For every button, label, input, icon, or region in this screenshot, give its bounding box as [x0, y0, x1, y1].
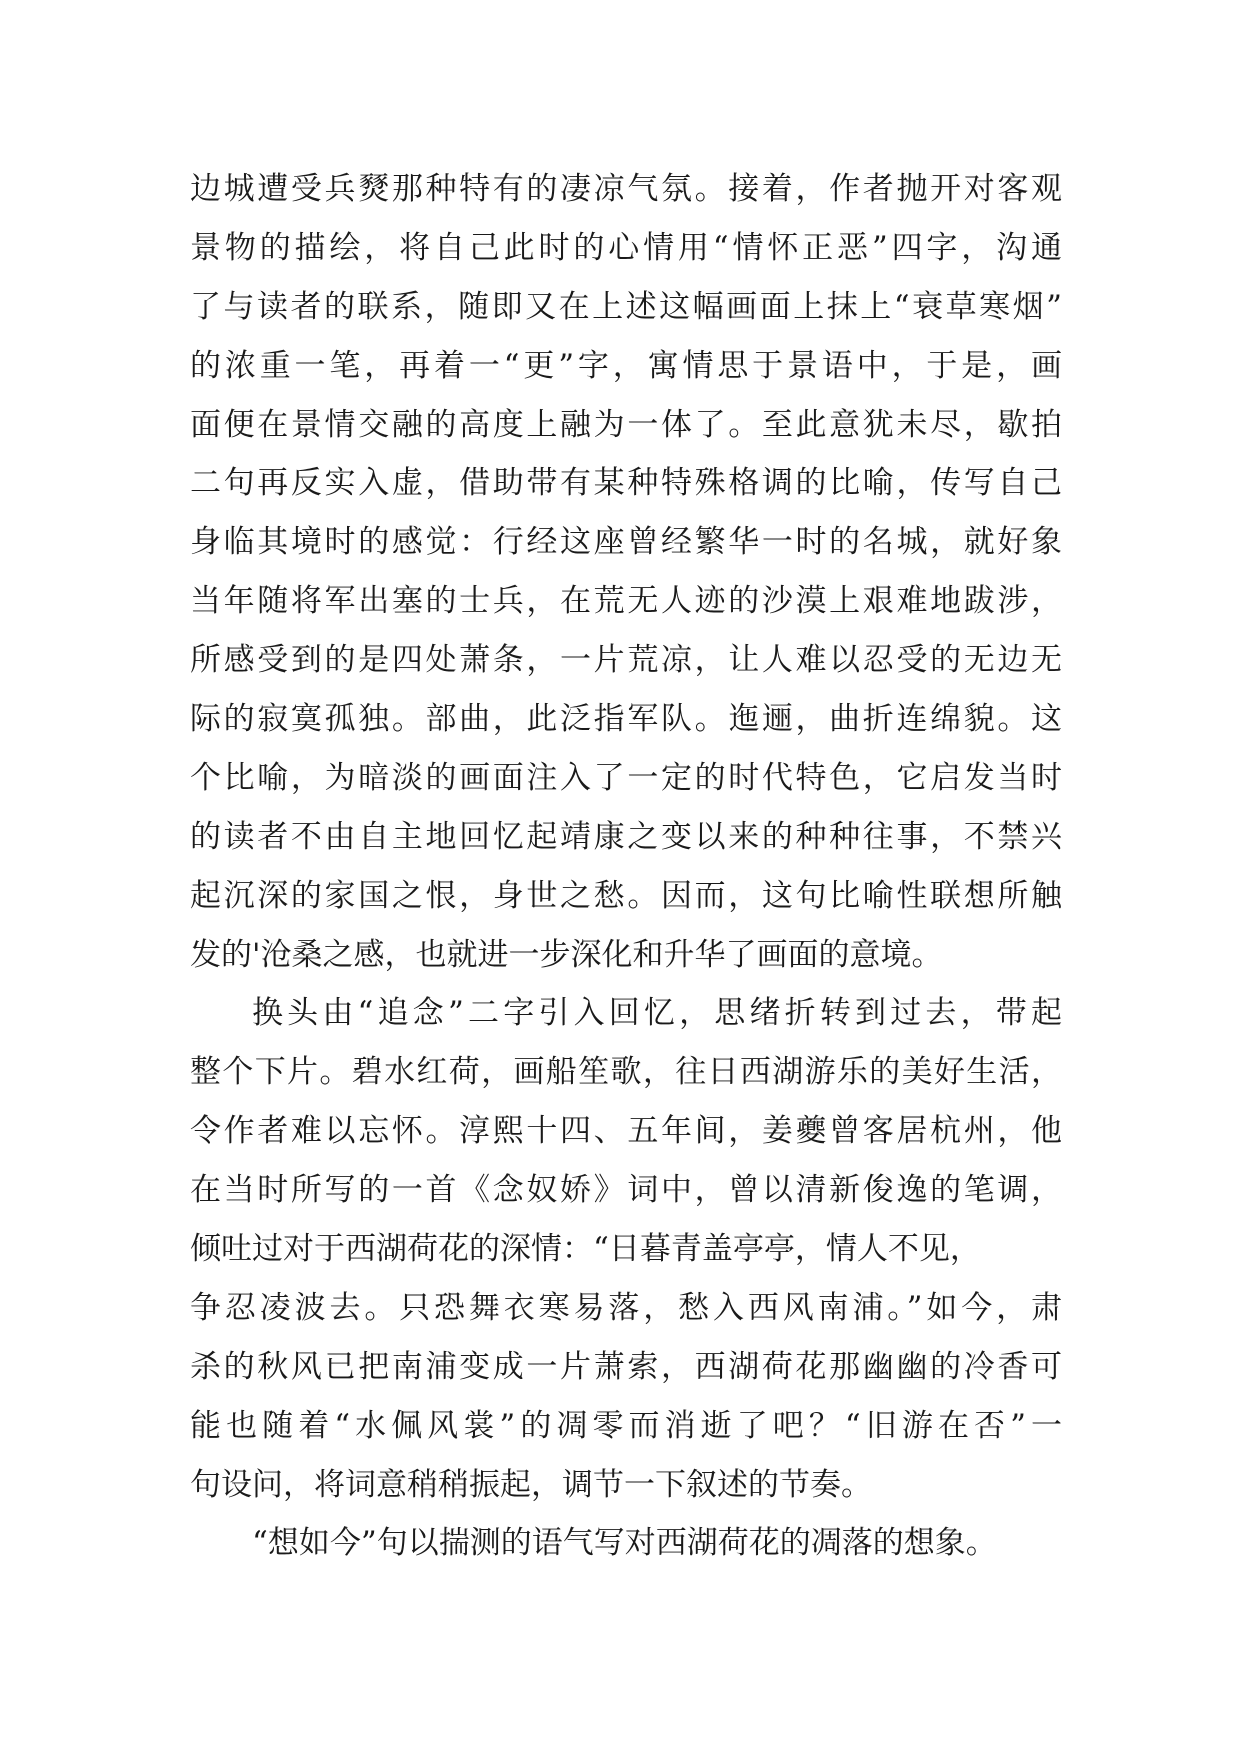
text-line: 在当时所写的一首《念奴娇》词中，曾以清新俊逸的笔调， [190, 1172, 1062, 1209]
text-line: 二句再反实入虚，借助带有某种特殊格调的比喻，传写自己 [190, 465, 1062, 502]
paragraph-first-line: 换头由“追念”二字引入回忆，思绪折转到过去，带起 [252, 995, 1062, 1032]
text-line: 身临其境时的感觉：行经这座曾经繁华一时的名城，就好象 [190, 524, 1062, 561]
text-line: 所感受到的是四处萧条，一片荒凉，让人难以忍受的无边无 [190, 642, 1062, 679]
text-line: 了与读者的联系，随即又在上述这幅画面上抹上“衰草寒烟” [190, 288, 1062, 325]
text-line: 景物的描绘，将自己此时的心情用“情怀正恶”四字，沟通 [190, 229, 1062, 266]
text-line: 倾吐过对于西湖荷花的深情：“日暮青盖亭亭，情人不见， [190, 1231, 981, 1268]
text-line: 的读者不由自主地回忆起靖康之变以来的种种往事，不禁兴 [190, 818, 1062, 855]
text-line: 句设问，将词意稍稍振起，调节一下叙述的节奏。 [190, 1466, 872, 1503]
text-line: 发的'沧桑之感，也就进一步深化和升华了画面的意境。 [190, 936, 943, 973]
text-line: 令作者难以忘怀。淳熙十四、五年间，姜夔曾客居杭州，他 [190, 1113, 1062, 1150]
text-line: 个比喻，为暗淡的画面注入了一定的时代特色，它启发当时 [190, 759, 1062, 796]
text-line: 的浓重一笔，再着一“更”字，寓情思于景语中，于是，画 [190, 347, 1062, 384]
document-body [190, 160, 1062, 1573]
text-line: 起沉深的家国之恨，身世之愁。因而，这句比喻性联想所触 [190, 877, 1062, 914]
text-line: 际的寂寞孤独。部曲，此泛指军队。迤逦，曲折连绵貌。这 [190, 701, 1062, 738]
paragraph-first-line: “想如今”句以揣测的语气写对西湖荷花的凋落的想象。 [252, 1525, 997, 1562]
text-line: 当年随将军出塞的士兵，在荒无人迹的沙漠上艰难地跋涉， [190, 583, 1062, 620]
text-line: 面便在景情交融的高度上融为一体了。至此意犹未尽，歇拍 [190, 406, 1062, 443]
text-line: 整个下片。碧水红荷，画船笙歌，往日西湖游乐的美好生活， [190, 1054, 1062, 1091]
text-line: 争忍凌波去。只恐舞衣寒易落，愁入西风南浦。”如今，肃 [190, 1289, 1062, 1326]
text-line: 杀的秋风已把南浦变成一片萧索，西湖荷花那幽幽的冷香可 [190, 1348, 1062, 1385]
text-line: 能也随着“水佩风裳”的凋零而消逝了吧？“旧游在否”一 [190, 1407, 1062, 1444]
text-line: 边城遭受兵燹那种特有的凄凉气氛。接着，作者抛开对客观 [190, 171, 1062, 207]
